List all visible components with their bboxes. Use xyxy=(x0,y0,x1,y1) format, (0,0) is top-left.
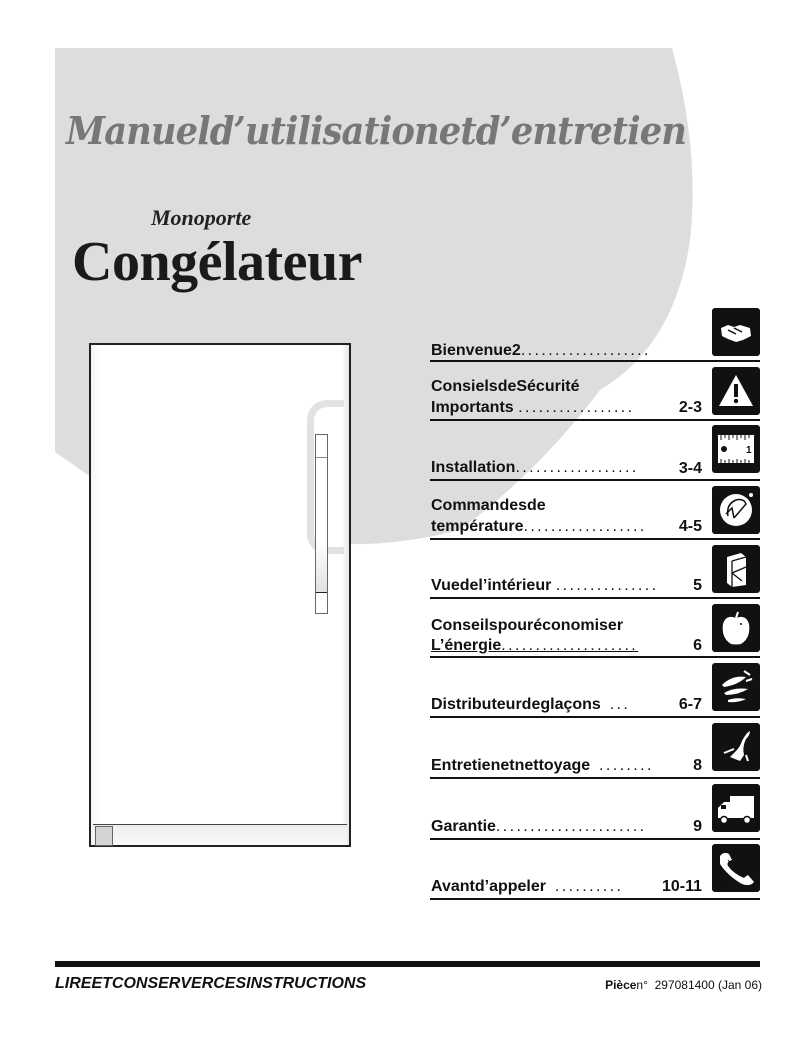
manual-title: Manueld’utilisationetd’entretien xyxy=(66,108,687,153)
kick-plate-grille xyxy=(95,826,113,846)
product-subtitle: Monoporte xyxy=(151,205,252,230)
door-handle xyxy=(315,434,328,614)
toc-item-entretien-nettoyage[interactable]: Entretienetnettoyage ........ 8 xyxy=(430,718,760,779)
toc-item-commandes-temperature[interactable]: Commandesde température.................. 4-5 xyxy=(430,481,760,540)
service-truck-icon xyxy=(712,784,760,832)
toc-item-avant-appeler[interactable]: Avantd’appeler .......... 10-11 xyxy=(430,840,760,900)
toc-item-economiser-energie[interactable]: Conseilspouréconomiser L’énergie.................... 6 xyxy=(430,599,760,658)
ice-cubes-icon xyxy=(712,663,760,711)
svg-text:1: 1 xyxy=(746,445,752,456)
toc-item-distributeur-glacons[interactable]: Distributeurdeglaçons ... 6-7 xyxy=(430,658,760,718)
telephone-icon xyxy=(712,844,760,892)
toc-item-consignes-securite[interactable]: ConsielsdeSécurité Importants ................. 2-3 xyxy=(430,362,760,421)
freezer-interior-icon xyxy=(712,545,760,593)
part-number: Piècen° 297081400 (Jan 06) xyxy=(605,978,762,992)
ruler-icon xyxy=(712,425,760,473)
apple-icon xyxy=(712,604,760,652)
handshake-icon xyxy=(712,308,760,356)
warning-icon xyxy=(712,367,760,415)
toc-item-bienvenue[interactable]: Bienvenue2................... xyxy=(430,306,760,362)
thermostat-dial-icon xyxy=(712,486,760,534)
freezer-illustration xyxy=(89,343,351,847)
cleaning-icon xyxy=(712,723,760,771)
toc-item-installation[interactable]: Installation.................. 3-4 1 xyxy=(430,421,760,481)
kick-plate xyxy=(93,824,347,845)
product-name: Congélateur xyxy=(72,231,363,293)
footer-divider xyxy=(55,961,760,967)
read-and-keep-instructions: LIREETCONSERVERCESINSTRUCTIONS xyxy=(55,975,367,992)
toc-item-garantie[interactable]: Garantie...................... 9 xyxy=(430,779,760,840)
toc-item-vue-interieur[interactable]: Vuedel’intérieur ............... 5 xyxy=(430,540,760,599)
